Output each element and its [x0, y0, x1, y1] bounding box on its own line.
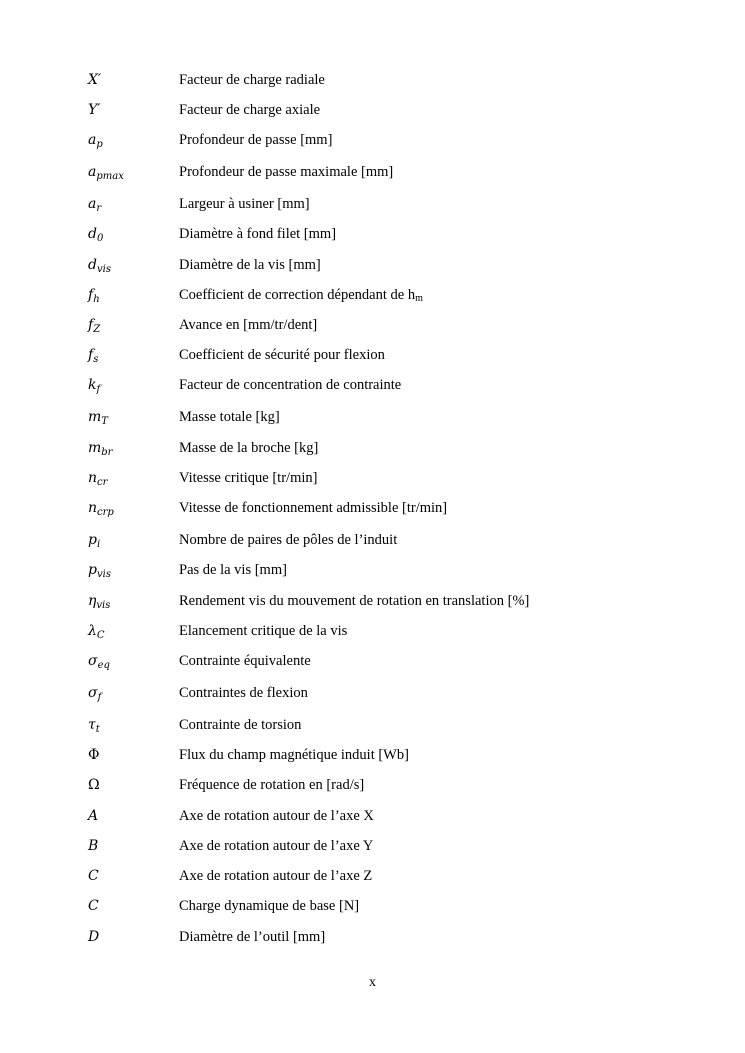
symbol — [88, 255, 111, 275]
definition-text: Rendement vis du mouvement de rotation en translation [%] — [179, 593, 530, 609]
symbol-subscript: eq — [97, 660, 110, 671]
definition — [179, 715, 301, 735]
symbol — [88, 315, 100, 335]
definition-text: Facteur de charge axiale — [179, 102, 321, 118]
symbol-base: p — [88, 532, 97, 548]
symbol-subscript: vis — [96, 569, 111, 580]
definition — [179, 745, 409, 765]
symbol — [88, 927, 99, 947]
list-item — [0, 591, 745, 613]
symbol-base: B — [88, 838, 99, 854]
definition-text: Diamètre de la vis [mm] — [179, 257, 321, 273]
symbol — [88, 560, 111, 580]
symbol-base: a — [88, 132, 97, 148]
definition-text: Vitesse critique [tr/min] — [179, 470, 318, 486]
list-item — [0, 651, 745, 673]
list-item — [0, 927, 745, 949]
definition-text: Profondeur de passe [mm] — [179, 132, 333, 148]
definition-text: Largeur à usiner [mm] — [179, 196, 310, 212]
symbol-base: m — [88, 409, 102, 425]
symbol-base: a — [88, 164, 97, 180]
definition — [179, 896, 359, 916]
page-number: x — [369, 975, 376, 990]
definition-text: Vitesse de fonctionnement admissible [tr/min] — [179, 500, 448, 516]
symbol-subscript: s — [93, 354, 99, 365]
symbol — [88, 224, 103, 244]
definition — [179, 285, 423, 305]
definition — [179, 498, 447, 518]
definition-text: Elancement critique de la vis — [179, 623, 348, 639]
symbol-base: Φ — [88, 747, 100, 763]
symbol-base: p — [88, 562, 97, 578]
symbol-base: d — [88, 226, 97, 242]
definition — [179, 130, 332, 150]
symbol-base: f — [88, 317, 94, 333]
definition-text: Avance en [mm/tr/dent] — [179, 317, 318, 333]
definition — [179, 407, 280, 427]
list-item — [0, 806, 745, 828]
definition — [179, 806, 374, 826]
symbol — [88, 806, 98, 826]
definition — [179, 255, 321, 275]
symbol — [88, 866, 99, 886]
symbol — [88, 407, 108, 427]
symbol-subscript: f — [96, 384, 101, 395]
symbol — [88, 683, 101, 703]
definition-text: Facteur de concentration de contrainte — [179, 377, 402, 393]
definition — [179, 315, 317, 335]
list-item — [0, 162, 745, 184]
definition-text: Flux du champ magnétique induit [Wb] — [179, 747, 409, 763]
definition — [179, 438, 318, 458]
symbol-subscript: cr — [97, 477, 108, 488]
symbol — [88, 745, 99, 765]
list-item — [0, 621, 745, 643]
symbol-base: f — [88, 287, 94, 303]
symbol-subscript: h — [93, 294, 100, 305]
definition-text: Diamètre à fond filet [mm] — [179, 226, 337, 242]
definition — [179, 70, 325, 90]
symbol — [88, 130, 103, 150]
symbol-base: C — [88, 868, 99, 884]
symbol — [88, 468, 107, 488]
list-item — [0, 224, 745, 246]
definition — [179, 224, 336, 244]
symbol — [88, 375, 100, 395]
list-item — [0, 315, 745, 337]
symbol-base: d — [88, 257, 97, 273]
symbol-base: Y′ — [88, 102, 101, 118]
symbol-subscript: br — [101, 447, 113, 458]
symbol-subscript: 0 — [96, 233, 104, 244]
definition — [179, 468, 317, 488]
symbol — [88, 715, 100, 735]
list-item — [0, 345, 745, 367]
list-item — [0, 715, 745, 737]
definition-text: Masse de la broche [kg] — [179, 440, 319, 456]
definition-text: Contrainte équivalente — [179, 653, 311, 669]
definition — [179, 162, 393, 182]
symbol-subscript: r — [96, 203, 102, 214]
symbol-base: n — [88, 500, 98, 516]
symbol — [88, 896, 99, 916]
symbol — [88, 651, 110, 671]
symbol-subscript: crp — [97, 507, 114, 518]
definition-text: Charge dynamique de base [N] — [179, 898, 360, 914]
definition — [179, 591, 529, 611]
list-item — [0, 775, 745, 797]
definition-text: Masse totale [kg] — [179, 409, 280, 425]
symbol — [88, 194, 101, 214]
list-item — [0, 438, 745, 460]
symbol — [88, 621, 105, 641]
definition-text: Axe de rotation autour de l’axe X — [179, 808, 374, 824]
definition — [179, 530, 397, 550]
symbol-base: A — [88, 808, 99, 824]
symbol — [88, 438, 112, 458]
definition-text: Profondeur de passe maximale [mm] — [179, 164, 394, 180]
symbol-subscript: vis — [96, 600, 111, 611]
symbol — [88, 591, 110, 611]
symbol-subscript: T — [101, 416, 108, 427]
list-item — [0, 560, 745, 582]
definition-text: Contrainte de torsion — [179, 717, 302, 733]
symbol-base: a — [88, 196, 97, 212]
symbol-subscript: p — [96, 139, 103, 150]
definition-text: Contraintes de flexion — [179, 685, 308, 701]
symbol-subscript: vis — [96, 264, 111, 275]
symbol-base: X′ — [88, 72, 102, 88]
list-item — [0, 866, 745, 888]
definition-text: Coefficient de sécurité pour flexion — [179, 347, 385, 363]
definition — [179, 621, 347, 641]
definition — [179, 683, 308, 703]
symbol-base: D — [88, 929, 100, 945]
list-item — [0, 836, 745, 858]
symbol-base: C — [88, 898, 99, 914]
list-item — [0, 375, 745, 397]
definition — [179, 927, 325, 947]
symbol — [88, 345, 98, 365]
symbol-base: σ — [88, 653, 98, 669]
definition — [179, 836, 373, 856]
symbol — [88, 498, 114, 518]
definition-text: Axe de rotation autour de l’axe Z — [179, 868, 373, 884]
list-item — [0, 407, 745, 429]
symbol — [88, 70, 101, 90]
symbol-subscript: i — [96, 539, 101, 550]
definition-text: Nombre de paires de pôles de l’induit — [179, 532, 398, 548]
symbol-subscript: Z — [93, 324, 101, 335]
symbol — [88, 285, 100, 305]
symbol-base: k — [88, 377, 97, 393]
definition — [179, 375, 401, 395]
symbol-base: η — [88, 593, 97, 609]
definition-text: Diamètre de l’outil [mm] — [179, 929, 326, 945]
symbol — [88, 530, 100, 550]
symbol-base: n — [88, 470, 98, 486]
symbol — [88, 100, 100, 120]
definition-text: Fréquence de rotation en [rad/s] — [179, 777, 365, 793]
symbol — [88, 836, 98, 856]
list-item — [0, 255, 745, 277]
definition — [179, 100, 320, 120]
list-item — [0, 468, 745, 490]
definition — [179, 775, 364, 795]
definition-subscript: m — [415, 293, 423, 304]
list-item — [0, 745, 745, 767]
symbol-subscript: pmax — [96, 171, 124, 182]
symbol-base: Ω — [88, 777, 100, 793]
list-item — [0, 100, 745, 122]
definition — [179, 651, 311, 671]
list-item — [0, 70, 745, 92]
list-item — [0, 498, 745, 520]
definition — [179, 194, 310, 214]
definition-text: Coefficient de correction dépendant de h — [179, 287, 416, 303]
symbol-base: τ — [88, 717, 96, 733]
symbol-base: σ — [88, 685, 98, 701]
symbol-base: m — [88, 440, 102, 456]
symbol-base: f — [88, 347, 94, 363]
list-item — [0, 194, 745, 216]
list-item — [0, 285, 745, 307]
list-item — [0, 130, 745, 152]
symbol-subscript: C — [96, 630, 105, 641]
definition — [179, 560, 287, 580]
symbol-subscript: t — [95, 724, 100, 735]
list-item — [0, 683, 745, 705]
symbol — [88, 775, 100, 795]
list-item — [0, 896, 745, 918]
definition — [179, 866, 372, 886]
symbol — [88, 162, 124, 182]
definition-text: Axe de rotation autour de l’axe Y — [179, 838, 374, 854]
definition-text: Facteur de charge radiale — [179, 72, 325, 88]
symbol-base: λ — [88, 623, 97, 639]
symbol-subscript: f — [97, 692, 102, 703]
definition — [179, 345, 385, 365]
definition-text: Pas de la vis [mm] — [179, 562, 287, 578]
list-item — [0, 530, 745, 552]
